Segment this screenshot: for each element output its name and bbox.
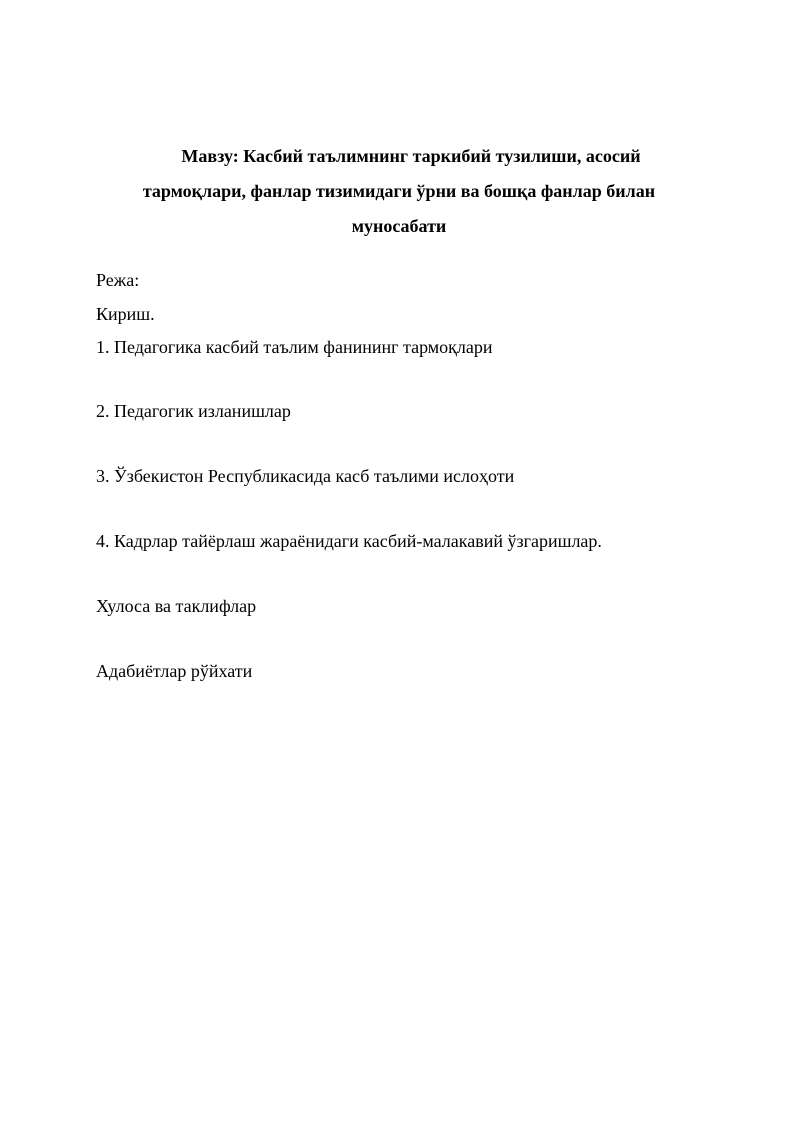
document-title <box>96 139 702 244</box>
plan-item-2: 2. Педагогик изланишлар <box>96 401 291 421</box>
plan-intro: Кириш. <box>96 304 155 324</box>
title-line-3: муносабати <box>351 216 447 236</box>
plan-item-3: 3. Ўзбекистон Республикасида касб таълими ислоҳоти <box>96 466 515 486</box>
title-line-1: Мавзу: Касбий таълимнинг таркибий тузилиши, асосий <box>181 146 641 166</box>
plan-item-4: 4. Кадрлар тайёрлаш жараёнидаги касбий-малакавий ўзгаришлар. <box>96 531 602 551</box>
plan-conclusion: Хулоса ва таклифлар <box>96 596 257 616</box>
plan-heading: Режа: <box>96 270 140 290</box>
plan-item-1: 1. Педагогика касбий таълим фанининг тармоқлари <box>96 337 493 357</box>
title-line-2: тармоқлари, фанлар тизимидаги ўрни ва бошқа фанлар билан <box>142 181 656 201</box>
plan-references: Адабиётлар рўйхати <box>96 661 253 681</box>
